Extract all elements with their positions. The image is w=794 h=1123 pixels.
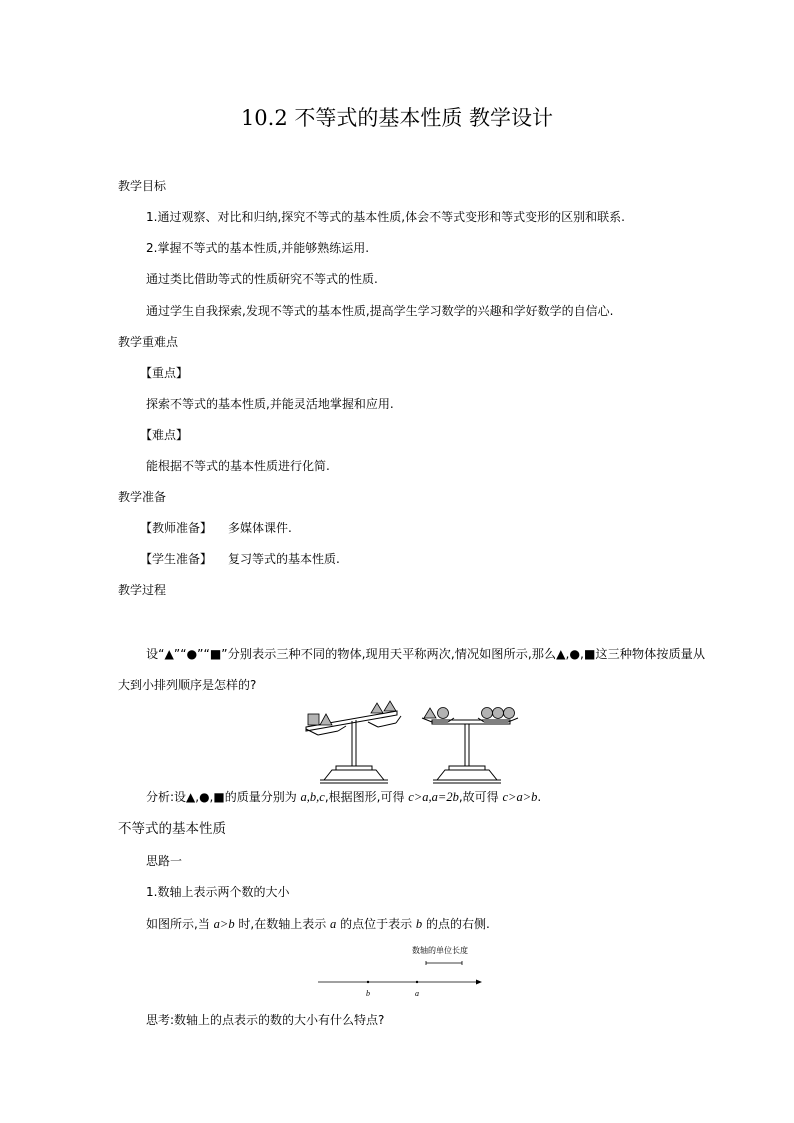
- circle-object: [482, 708, 493, 719]
- numline-desc-part-4: 的点的右侧.: [422, 917, 490, 931]
- circle-object: [493, 708, 504, 719]
- point-a-dot: [416, 981, 418, 983]
- point-b-dot: [367, 981, 369, 983]
- right-scale-base: [449, 766, 485, 770]
- square-object: [308, 714, 319, 725]
- circle-object: [438, 708, 449, 719]
- goal-item-1: 1.通过观察、对比和归纳,探究不等式的基本性质,体会不等式变形和等式变形的区别和联系.: [146, 210, 625, 224]
- point-a-label: a: [415, 989, 419, 998]
- left-scale-base: [336, 766, 372, 770]
- analysis-text: [146, 789, 541, 805]
- numline-var-b: b: [415, 917, 423, 931]
- number-line-figure: [316, 942, 486, 1000]
- unit-length-bracket: [426, 961, 462, 965]
- numline-var-a: a: [330, 917, 337, 931]
- difficulty-label: 【难点】: [140, 428, 189, 442]
- property-heading: 不等式的基本性质: [118, 821, 226, 837]
- think-question: 思考:数轴上的点表示的数的大小有什么特点?: [146, 1013, 385, 1027]
- left-scale: [306, 711, 401, 783]
- idea-one: 思路一: [146, 854, 183, 868]
- analysis-part-4: .: [537, 790, 542, 804]
- right-scale-objects: [424, 708, 515, 719]
- problem-line-1: 设“▲”“●”“■”分别表示三种不同的物体,现用天平称两次,情况如图所示,那么▲,●,■这三种物体按质量从: [146, 647, 706, 661]
- goal-item-3: 通过类比借助等式的性质研究不等式的性质.: [146, 272, 378, 286]
- triangle-object: [371, 703, 383, 713]
- triangle-object: [424, 708, 436, 718]
- right-scale: [422, 718, 518, 783]
- section-heading-keypoints: 教学重难点: [118, 335, 179, 349]
- arrow-icon: [476, 980, 482, 985]
- balance-scales-figure: [298, 700, 528, 785]
- numline-condition: a>b: [213, 917, 235, 931]
- student-prep-label: 【学生准备】: [140, 552, 213, 566]
- numline-desc-part-3: 的点位于表示: [336, 917, 416, 931]
- section-heading-prep: 教学准备: [118, 490, 167, 504]
- page-title: 10.2 不等式的基本性质 教学设计: [240, 106, 554, 130]
- analysis-part-3: ,故可得: [458, 790, 503, 804]
- triangle-object: [384, 701, 396, 711]
- goal-item-4: 通过学生自我探索,发现不等式的基本性质,提高学生学习数学的兴趣和学好数学的自信心.: [146, 304, 614, 318]
- numline-title: 1.数轴上表示两个数的大小: [146, 885, 290, 899]
- focus-label: 【重点】: [140, 366, 189, 380]
- section-heading-goals: 教学目标: [118, 179, 167, 193]
- goal-item-2: 2.掌握不等式的基本性质,并能够熟练运用.: [146, 241, 370, 255]
- circle-object: [504, 708, 515, 719]
- analysis-expr-1: c>a,a=2b: [408, 790, 459, 804]
- analysis-vars: a,b,c: [300, 790, 325, 804]
- numline-desc-part-2: 时,在数轴上表示: [234, 917, 331, 931]
- difficulty-text: 能根据不等式的基本性质进行化简.: [146, 459, 330, 473]
- unit-length-label: 数轴的单位长度: [412, 946, 468, 955]
- section-heading-process: 教学过程: [118, 583, 167, 597]
- point-b-label: b: [366, 989, 370, 998]
- teacher-prep-text: 多媒体课件.: [228, 521, 292, 535]
- problem-line-2: 大到小排列顺序是怎样的?: [118, 678, 257, 692]
- numline-desc-part-1: 如图所示,当: [146, 917, 214, 931]
- teacher-prep-label: 【教师准备】: [140, 521, 213, 535]
- numline-description: [146, 916, 490, 932]
- triangle-object: [320, 714, 332, 725]
- student-prep-text: 复习等式的基本性质.: [228, 552, 340, 566]
- focus-text: 探索不等式的基本性质,并能灵活地掌握和应用.: [146, 397, 394, 411]
- analysis-expr-2: c>a>b: [502, 790, 538, 804]
- analysis-part-1: 分析:设▲,●,■的质量分别为: [146, 790, 301, 804]
- analysis-part-2: ,根据图形,可得: [324, 790, 409, 804]
